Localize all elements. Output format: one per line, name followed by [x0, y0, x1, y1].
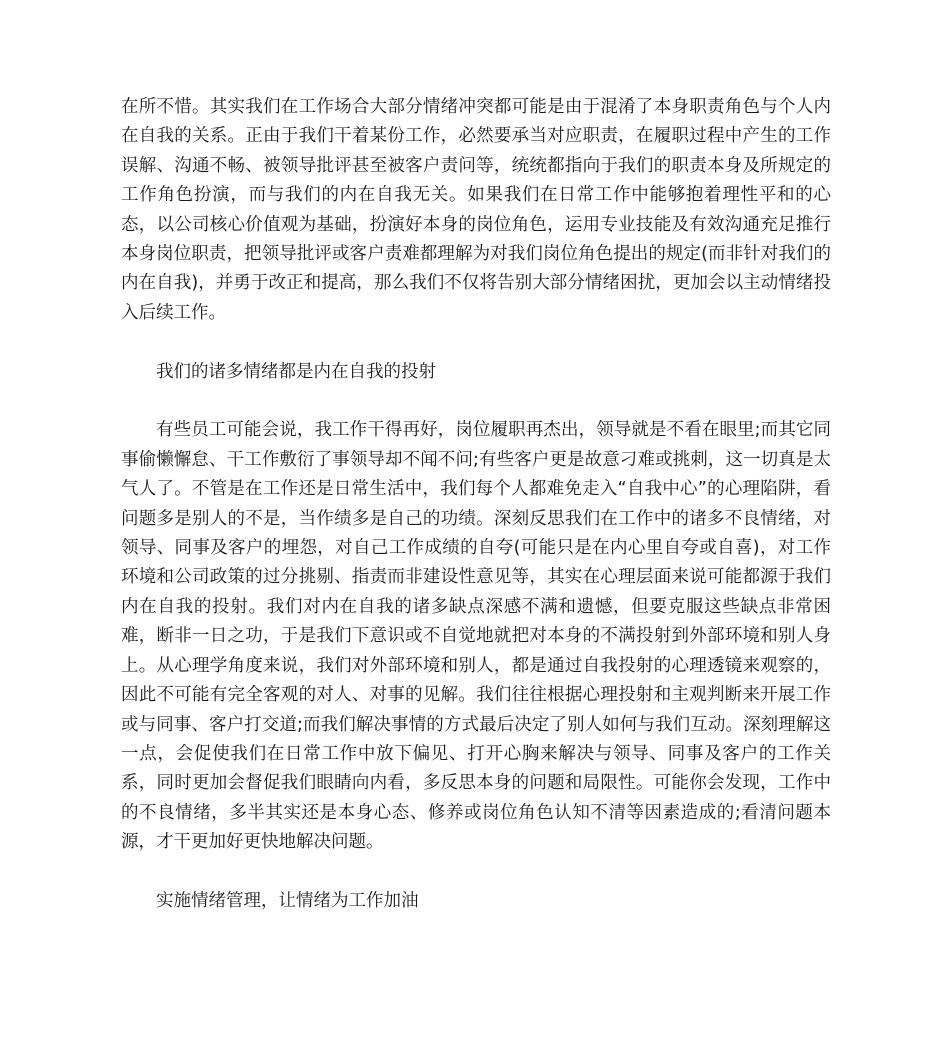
section-heading-projection: 我们的诸多情绪都是内在自我的投射	[156, 361, 436, 382]
paragraph-role-vs-self: 在所不惜。其实我们在工作场合大部分情绪冲突都可能是由于混淆了本身职责角色与个人内在自我的关系。正由于我们干着某份工作，必然要承当对应职责，在履职过程中产生的工作误解、沟通不畅、被领导批评甚至被客户责问等，统统都指向于我们的职责本身及所规定的工作角色扮演，而与我们的内在自我无关。如果我们在日常工作中能够抱着理性平和的心态，以公司核心价值观为基础，扮演好本身的岗位角色，运用专业技能及有效沟通充足推行本身岗位职责，把领导批评或客户责难都理解为对我们岗位角色提出的规定(而非针对我们的内在自我)，并勇于改正和提高，那么我们不仅将告别大部分情绪困扰，更加会以主动情绪投入后续工作。	[121, 97, 831, 323]
document-body	[121, 93, 831, 916]
section-heading-emotion-management: 实施情绪管理，让情绪为工作加油	[156, 890, 419, 911]
paragraph-spacer	[121, 387, 831, 416]
paragraph-projection: 有些员工可能会说，我工作干得再好，岗位履职再杰出，领导就是不看在眼里;而其它同事偷懒懈怠、干工作敷衍了事领导却不闻不问;有些客户更是故意刁难或挑刺，这一切真是太气人了。不管是在工作还是日常生活中，我们每个人都难免走入“自我中心”的心理陷阱，看问题多是别人的不是，当作绩多是自己的功绩。深刻反思我们在工作中的诸多不良情绪，对领导、同事及客户的埋怨，对自己工作成绩的自夸(可能只是在内心里自夸或自喜)，对工作环境和公司政策的过分挑剔、指责而非建设性意见等，其实在心理层面来说可能都源于我们内在自我的投射。我们对内在自我的诸多缺点深感不满和遗憾，但要克服这些缺点非常困难，断非一日之功，于是我们下意识或不自觉地就把对本身的不满投射到外部环境和别人身上。从心理学角度来说，我们对外部环境和别人，都是通过自我投射的心理透镜来观察的，因此不可能有完全客观的对人、对事的见解。我们往往根据心理投射和主观判断来开展工作或与同事、客户打交道;而我们解决事情的方式最后决定了别人如何与我们互动。深刻理解这一点，会促使我们在日常工作中放下偏见、打开心胸来解决与领导、同事及客户的工作关系，同时更加会督促我们眼睛向内看，多反思本身的问题和局限性。可能你会发现，工作中的不良情绪，多半其实还是本身心态、修养或岗位角色认知不清等因素造成的;看清问题本源，才干更加好更快地解决问题。	[121, 420, 831, 853]
paragraph-spacer	[121, 858, 831, 887]
paragraph-spacer	[121, 328, 831, 357]
